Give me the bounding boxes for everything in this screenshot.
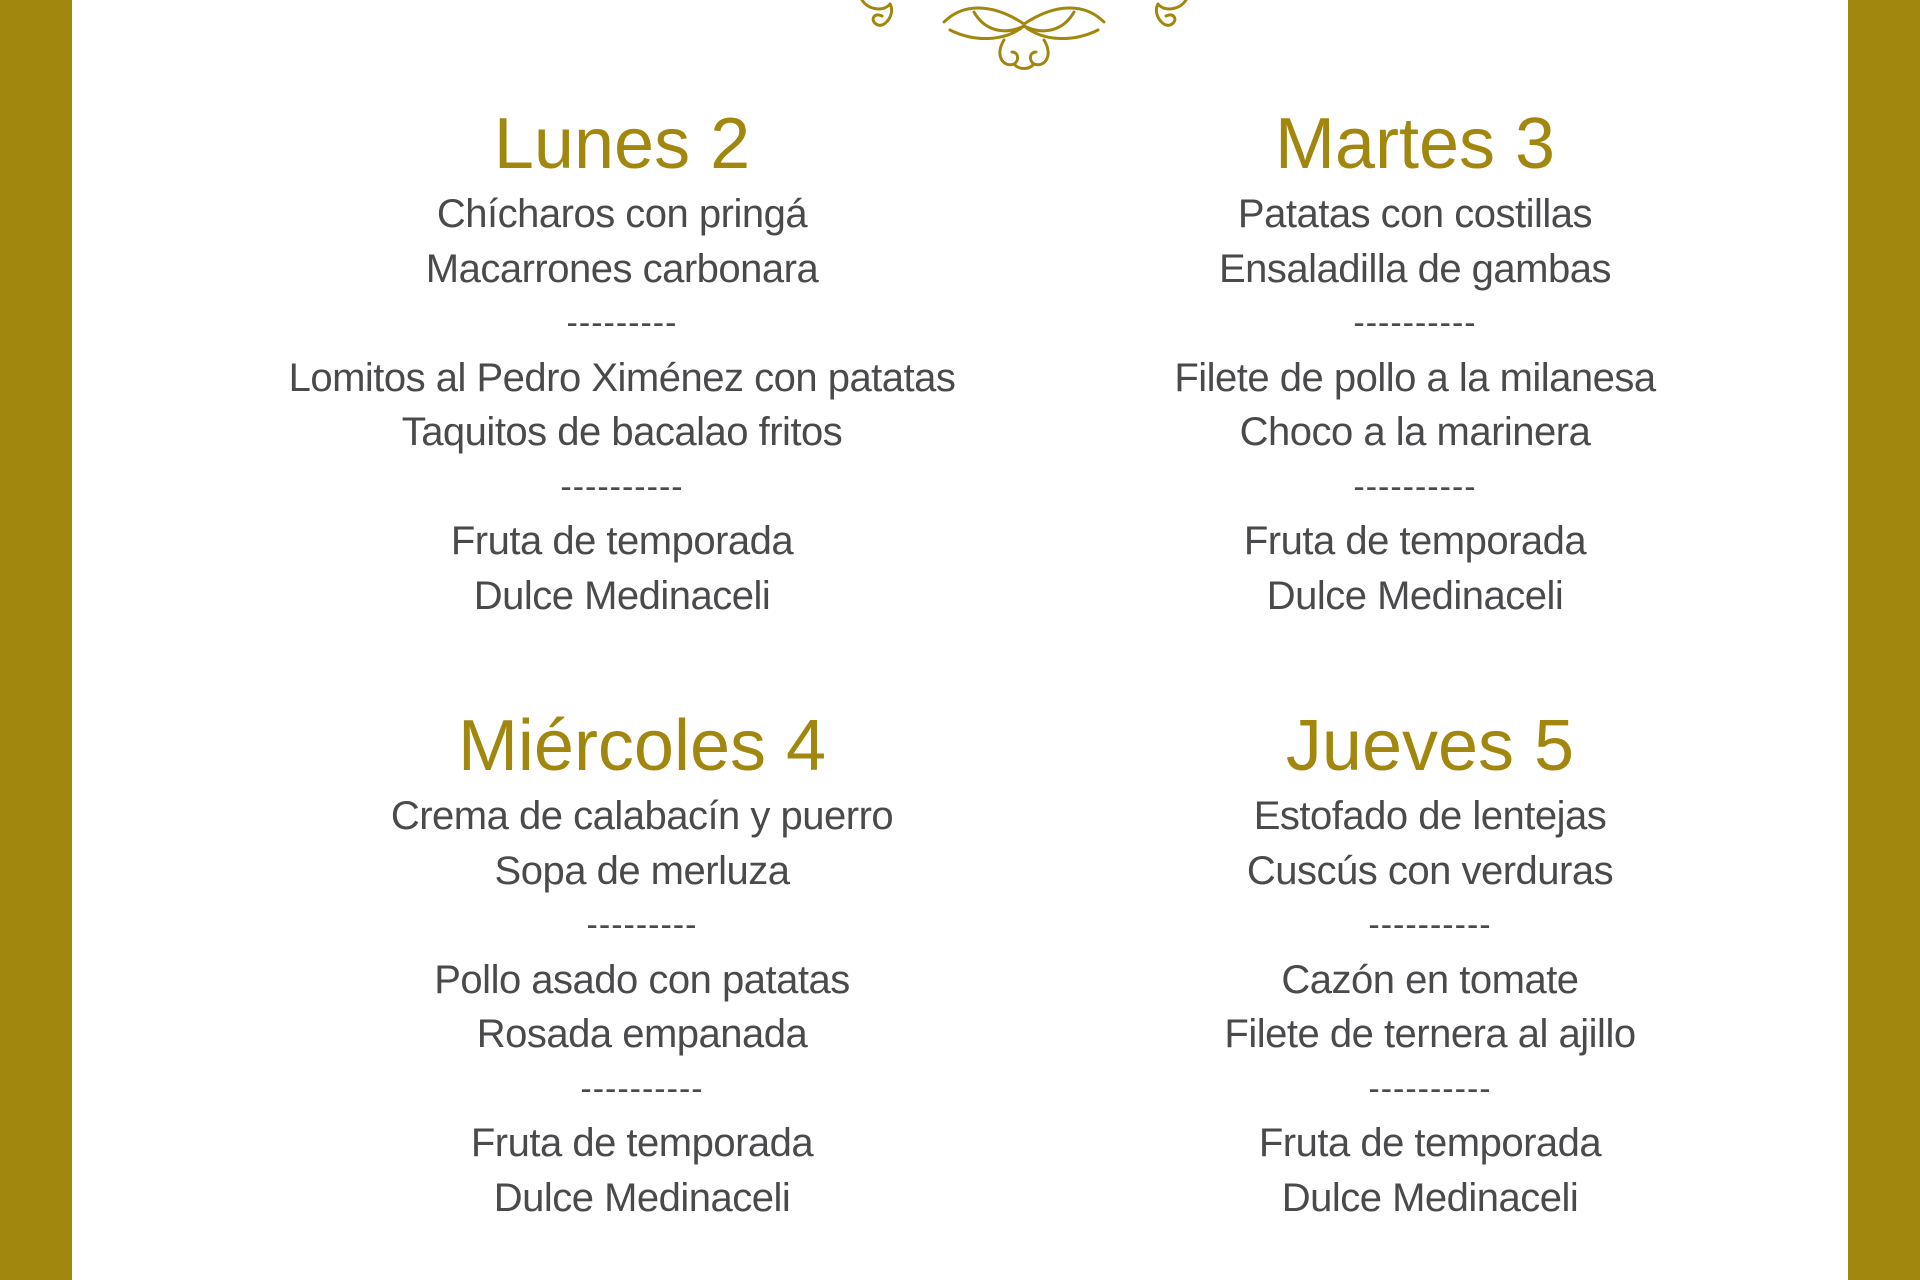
day-menu-thursday <box>1050 705 1810 1225</box>
course-separator: --------- <box>566 304 678 342</box>
dish-second-course: Cazón en tomate <box>1281 957 1579 1002</box>
dish-dessert: Fruta de temporada <box>1258 1121 1602 1165</box>
day-title: Lunes 2 <box>493 104 751 184</box>
dish-first-course: Sopa de merluza <box>494 848 790 893</box>
day-menu-tuesday <box>1035 103 1795 623</box>
course-separator: ---------- <box>560 467 684 506</box>
dish-dessert: Fruta de temporada <box>450 519 794 563</box>
dish-dessert: Fruta de temporada <box>1243 519 1587 563</box>
dish-second-course: Lomitos al Pedro Ximénez con patatas <box>288 355 956 400</box>
dish-dessert: Fruta de temporada <box>470 1121 814 1165</box>
day-title: Martes 3 <box>1274 104 1556 184</box>
course-separator: ---------- <box>1353 467 1477 506</box>
dish-dessert: Dulce Medinaceli <box>1266 573 1564 618</box>
dish-dessert: Dulce Medinaceli <box>493 1175 791 1220</box>
dish-dessert: Dulce Medinaceli <box>1281 1175 1579 1220</box>
dish-second-course: Filete de ternera al ajillo <box>1224 1012 1636 1056</box>
course-separator: ---------- <box>1368 906 1492 944</box>
dish-first-course: Macarrones carbonara <box>425 246 819 291</box>
dish-second-course: Choco a la marinera <box>1239 410 1591 454</box>
dish-dessert: Dulce Medinaceli <box>473 573 771 618</box>
flourish-ornament-icon <box>854 0 1194 75</box>
dish-first-course: Patatas con costillas <box>1237 192 1593 236</box>
dish-first-course: Estofado de lentejas <box>1253 794 1607 838</box>
day-title: Jueves 5 <box>1285 706 1575 786</box>
course-separator: ---------- <box>1368 1069 1492 1108</box>
dish-second-course: Pollo asado con patatas <box>434 957 850 1002</box>
dish-second-course: Filete de pollo a la milanesa <box>1174 355 1656 400</box>
dish-first-course: Ensaladilla de gambas <box>1219 246 1611 291</box>
menu-page <box>72 0 1848 1280</box>
day-menu-monday <box>242 103 1002 623</box>
course-separator: ---------- <box>1353 304 1477 342</box>
dish-first-course: Cuscús con verduras <box>1246 848 1614 893</box>
dish-first-course: Chícharos con pringá <box>436 192 808 236</box>
day-menu-wednesday <box>262 705 1022 1225</box>
dish-second-course: Taquitos de bacalao fritos <box>401 410 843 454</box>
dish-first-course: Crema de calabacín y puerro <box>390 794 894 838</box>
day-title: Miércoles 4 <box>457 706 827 786</box>
course-separator: --------- <box>586 906 698 944</box>
course-separator: ---------- <box>580 1069 704 1108</box>
dish-second-course: Rosada empanada <box>476 1012 808 1056</box>
